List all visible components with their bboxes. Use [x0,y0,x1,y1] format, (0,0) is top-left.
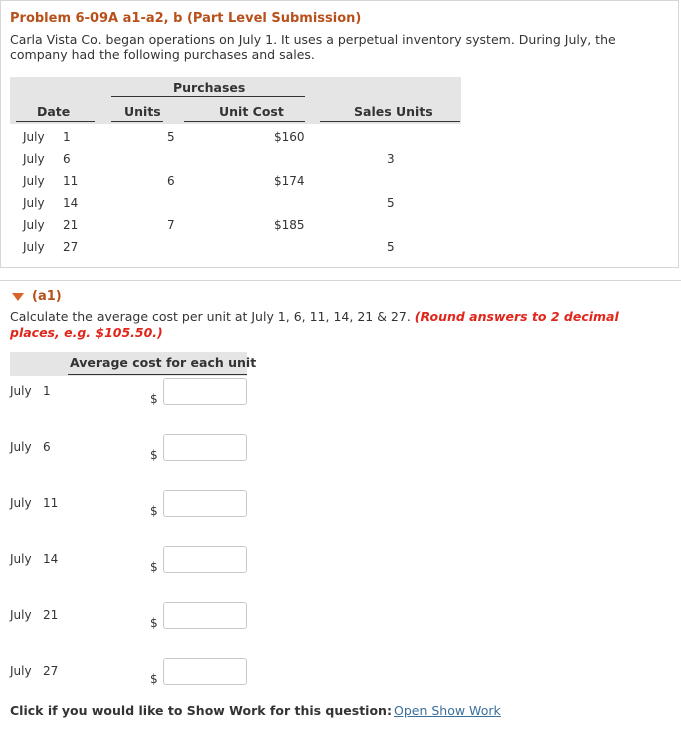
answer-day: 1 [43,384,51,398]
average-cost-input-july-1[interactable] [163,378,247,405]
row-unit-cost: $174 [274,174,305,188]
average-cost-input-july-11[interactable] [163,490,247,517]
date-underline [16,121,95,122]
unit-cost-underline [184,121,305,122]
average-cost-column-header: Average cost for each unit [70,355,257,370]
row-month: July [23,218,45,232]
open-show-work-link[interactable]: Open Show Work [394,703,501,718]
units-underline [111,121,163,122]
instruction-text: Calculate the average cost per unit at July 1, 6, 11, 14, 21 & 27. [10,309,411,324]
average-cost-input-july-14[interactable] [163,546,247,573]
row-month: July [23,174,45,188]
row-day: 21 [63,218,79,232]
answer-month: July [10,384,32,398]
average-cost-input-july-21[interactable] [163,602,247,629]
problem-title: Problem 6-09A a1-a2, b (Part Level Submission) [10,11,362,26]
currency-symbol: $ [150,560,158,574]
row-sales-units: 5 [387,196,395,210]
row-day: 1 [63,130,71,144]
row-month: July [23,152,45,166]
row-month: July [23,240,45,254]
average-cost-input-july-6[interactable] [163,434,247,461]
answer-date [10,496,58,510]
row-sales-units: 5 [387,240,395,254]
unit-cost-column-header: Unit Cost [219,104,284,119]
row-sales-units: 3 [387,152,395,166]
answer-day: 11 [43,496,59,510]
sales-units-column-header: Sales Units [354,104,433,119]
section-a1-label[interactable]: (a1) [32,289,62,304]
row-day: 6 [63,152,71,166]
row-units: 7 [167,218,175,232]
answer-date [10,552,58,566]
units-column-header: Units [124,104,161,119]
row-day: 14 [63,196,79,210]
section-a1-instruction [10,309,670,341]
answer-month: July [10,664,32,678]
row-day: 27 [63,240,79,254]
answer-month: July [10,440,32,454]
answer-day: 21 [43,608,59,622]
purchases-underline [111,96,305,97]
average-cost-underline [68,374,247,375]
row-month: July [23,196,45,210]
answer-date [10,384,51,398]
answer-day: 27 [43,664,59,678]
currency-symbol: $ [150,504,158,518]
show-work-prompt: Click if you would like to Show Work for this question: [10,703,392,718]
section-a1-panel [0,280,681,744]
answer-month: July [10,496,32,510]
purchases-group-header: Purchases [173,80,246,95]
currency-symbol: $ [150,448,158,462]
collapse-caret-icon[interactable] [12,293,24,301]
answer-date [10,440,51,454]
row-units: 5 [167,130,175,144]
answer-date [10,608,58,622]
row-units: 6 [167,174,175,188]
rounding-note: (Round answers to 2 decimal places, e.g. $105.50.) [10,309,619,340]
problem-description: Carla Vista Co. began operations on July 1. It uses a perpetual inventory system. During July, the company had the following purchases and sales. [10,32,616,62]
date-column-header: Date [37,104,71,119]
answer-day: 14 [43,552,59,566]
answer-day: 6 [43,440,51,454]
average-cost-input-july-27[interactable] [163,658,247,685]
row-unit-cost: $160 [274,130,305,144]
currency-symbol: $ [150,392,158,406]
sales-units-underline [320,121,460,122]
row-month: July [23,130,45,144]
answer-date [10,664,58,678]
currency-symbol: $ [150,616,158,630]
answer-month: July [10,552,32,566]
currency-symbol: $ [150,672,158,686]
row-unit-cost: $185 [274,218,305,232]
answer-month: July [10,608,32,622]
row-day: 11 [63,174,79,188]
